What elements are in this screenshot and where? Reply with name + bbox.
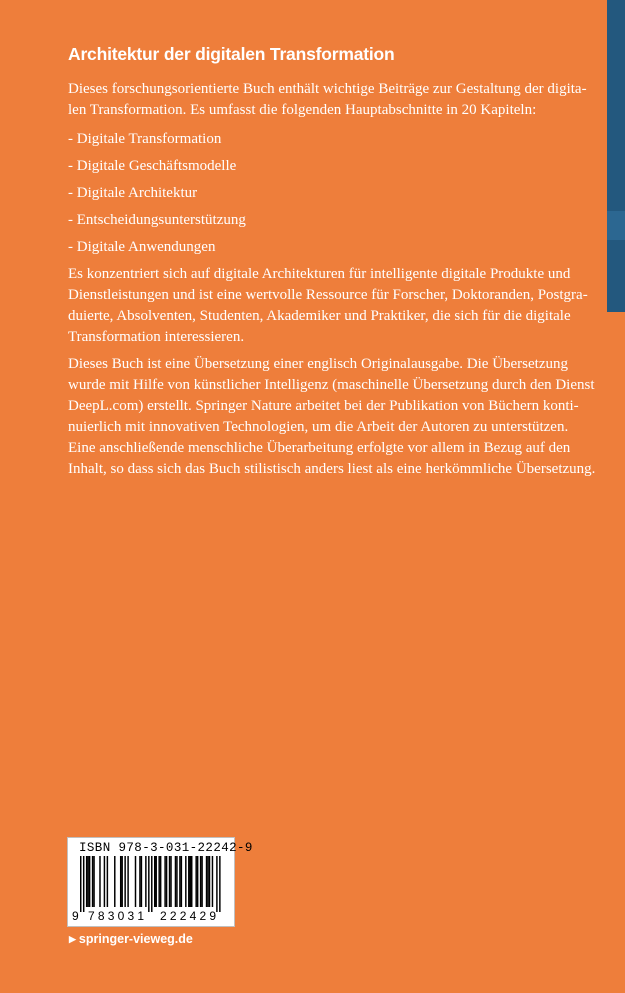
arrow-right-icon: ▶ <box>69 934 76 944</box>
ean-first-digit: 9 <box>72 909 79 923</box>
barcode-bar <box>99 856 100 907</box>
text-line: wurde mit Hilfe von künstlicher Intelligenz (maschinelle Übersetzung durch den Dienst <box>68 377 595 393</box>
text-line: Transformation interessieren. <box>68 329 245 345</box>
spine-bar-divider <box>607 211 625 240</box>
barcode-bar <box>179 856 180 907</box>
text-line: len Transformation. Es umfasst die folgenden Hauptabschnitte in 20 Kapiteln: <box>68 102 537 118</box>
barcode-bar <box>120 856 121 907</box>
barcode-bar <box>188 856 189 907</box>
barcode-bar <box>114 856 115 907</box>
barcode-bar <box>107 856 108 907</box>
barcode-bar <box>139 856 140 907</box>
barcode-bar <box>209 856 210 907</box>
publisher-url[interactable] <box>69 932 193 946</box>
section-item: - Digitale Anwendungen <box>68 239 216 255</box>
text-line: Dienstleistungen und ist eine wertvolle Ressource für Forscher, Doktoranden, Postgra- <box>68 287 588 303</box>
barcode-bar <box>175 856 176 907</box>
barcode-bar <box>83 856 84 912</box>
barcode-bar <box>89 856 90 907</box>
barcode-bar <box>93 856 94 907</box>
ean-right-group: 222429 <box>160 909 220 923</box>
barcode-bar <box>124 856 125 907</box>
text-line: duierte, Absolventen, Studenten, Akademiker und Praktiker, die sich für die digitale <box>68 308 571 324</box>
barcode-bar <box>104 856 105 907</box>
barcode-bar <box>195 856 196 907</box>
barcode-bar <box>190 856 191 907</box>
barcode-bar <box>176 856 177 907</box>
spine-color-bar <box>607 0 625 312</box>
barcode-bar <box>207 856 208 907</box>
barcode-bar <box>201 856 202 907</box>
barcode-bar <box>181 856 182 907</box>
barcode-bar <box>154 856 155 907</box>
text-line: Es konzentriert sich auf digitale Architekturen für intelligente digitale Produkte und <box>68 266 571 282</box>
barcode-bar <box>121 856 122 907</box>
publisher-url-text: springer-vieweg.de <box>78 932 193 946</box>
section-item: - Digitale Geschäftsmodelle <box>68 158 237 174</box>
text-line: Dieses forschungsorientierte Buch enthält wichtige Beiträge zur Gestaltung der digita- <box>68 81 587 97</box>
barcode-bar <box>145 856 146 907</box>
barcode-bar <box>191 856 192 907</box>
barcode-bar <box>164 856 165 907</box>
barcode-bar <box>206 856 207 907</box>
barcode-bar <box>86 856 87 907</box>
text-line: Inhalt, so dass sich das Buch stilistisch anders liest als eine herkömmliche Übersetzung. <box>68 461 596 477</box>
barcode-bar <box>135 856 136 907</box>
barcode-bar <box>141 856 142 907</box>
ean-left-group: 783031 <box>88 909 148 923</box>
text-line: nuierlich mit innovativen Technologien, um die Arbeit der Autoren zu unterstützen. <box>68 419 569 435</box>
intro-paragraph <box>68 79 587 121</box>
barcode-bar <box>127 856 128 907</box>
barcode-bar <box>92 856 93 907</box>
barcode-bar <box>185 856 186 907</box>
section-item: - Digitale Transformation <box>68 131 222 147</box>
text-line: Eine anschließende menschliche Überarbeitung erfolgte vor allem in Bezug auf den <box>68 440 571 456</box>
barcode-bar <box>219 856 220 912</box>
barcode-bar <box>200 856 201 907</box>
book-title: Architektur der digitalen Transformation <box>68 44 395 64</box>
barcode-bar <box>148 856 149 912</box>
barcode-bar <box>169 856 170 907</box>
barcode-bar <box>160 856 161 907</box>
text-line: DeepL.com) erstellt. Springer Nature arbeitet bei der Publikation von Büchern konti- <box>68 398 579 414</box>
section-item: - Digitale Architektur <box>68 185 198 201</box>
barcode-bar <box>155 856 156 907</box>
barcode-bar <box>170 856 171 907</box>
description-paragraph <box>68 264 588 348</box>
isbn-label: ISBN 978-3-031-22242-9 <box>79 841 253 855</box>
text-line: Dieses Buch ist eine Übersetzung einer englisch Originalausgabe. Die Übersetzung <box>68 356 568 372</box>
barcode-bar <box>151 856 152 912</box>
barcode-bar <box>216 856 217 912</box>
barcode-bar <box>197 856 198 907</box>
isbn-barcode <box>67 837 253 927</box>
barcode-bar <box>87 856 88 907</box>
barcode-bar <box>212 856 213 907</box>
barcode-bar <box>166 856 167 907</box>
translation-note-paragraph <box>68 354 596 480</box>
barcode-bar <box>80 856 81 912</box>
section-item: - Entscheidungsunterstützung <box>68 212 246 228</box>
barcode-bar <box>158 856 159 907</box>
